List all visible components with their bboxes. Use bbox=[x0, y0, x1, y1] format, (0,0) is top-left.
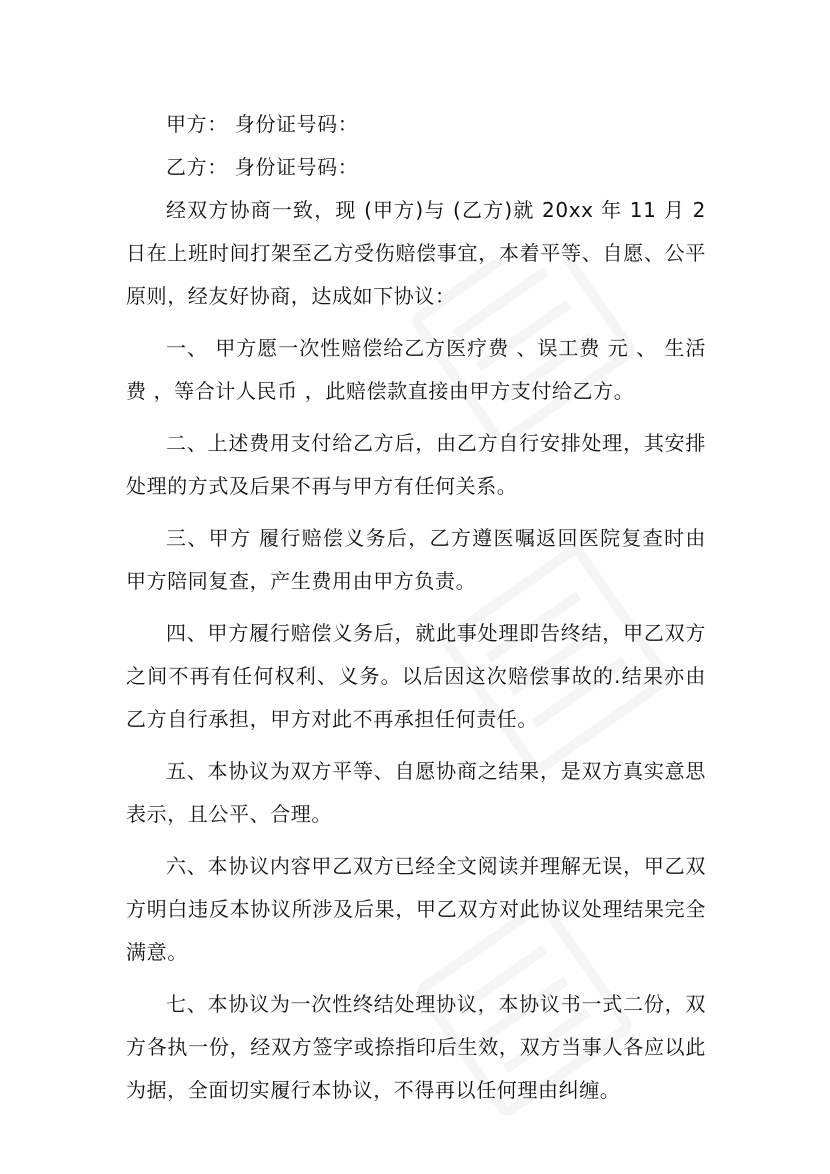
clause-6: 六、本协议内容甲乙双方已经全文阅读并理解无误，甲乙双方明白违反本协议所涉及后果，甲乙双方对此协议处理结果完全满意。 bbox=[126, 854, 706, 964]
intro-paragraph: 经双方协商一致，现 (甲方)与 (乙方)就 20xx 年 11 月 2 日在上班时间打架至乙方受伤赔偿事宜，本着平等、自愿、公平原则，经友好协商，达成如下协议： bbox=[126, 198, 706, 308]
agreement-content bbox=[126, 103, 706, 1112]
party-b-line: 乙方： 身份证号码： bbox=[166, 155, 359, 179]
party-a-line: 甲方： 身份证号码： bbox=[166, 112, 359, 136]
clause-7: 七、本协议为一次性终结处理协议，本协议书一式二份，双方各执一份，经双方签字或捺指印后生效，双方当事人各应以此为据，全面切实履行本协议，不得再以任何理由纠缠。 bbox=[126, 992, 706, 1102]
clause-3: 三、甲方 履行赔偿义务后，乙方遵医嘱返回医院复查时由甲方陪同复查，产生费用由甲方负责。 bbox=[126, 526, 706, 593]
clause-1: 一、 甲方愿一次性赔偿给乙方医疗费 、误工费 元 、 生活费 ，等合计人民币 ，此赔偿款直接由甲方支付给乙方。 bbox=[126, 336, 706, 403]
clause-2: 二、上述费用支付给乙方后，由乙方自行安排处理，其安排处理的方式及后果不再与甲方有任何关系。 bbox=[126, 431, 706, 498]
clause-5: 五、本协议为双方平等、自愿协商之结果，是双方真实意思表示，且公平、合理。 bbox=[126, 759, 706, 826]
clause-4: 四、甲方履行赔偿义务后，就此事处理即告终结，甲乙双方之间不再有任何权利、义务。以后因这次赔偿事故的.结果亦由乙方自行承担，甲方对此不再承担任何责任。 bbox=[126, 621, 706, 731]
